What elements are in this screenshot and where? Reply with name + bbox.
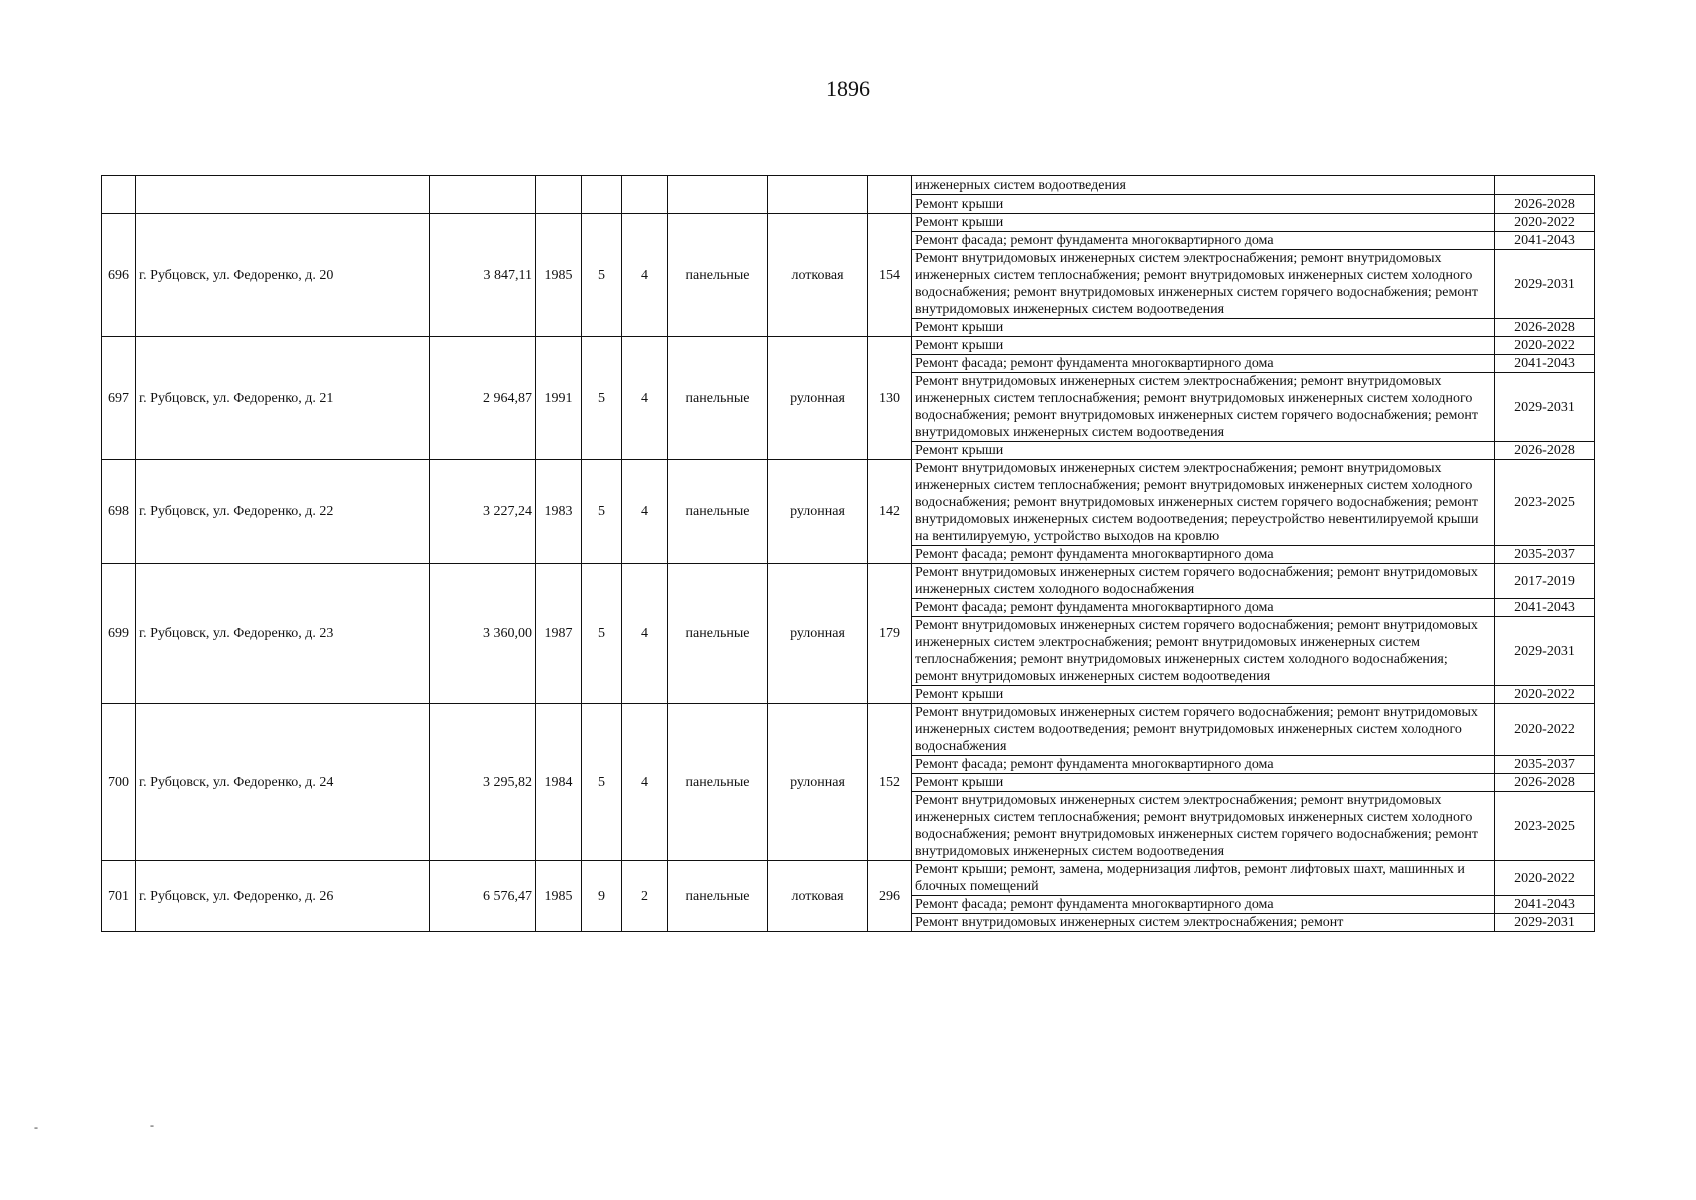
house-address: г. Рубцовск, ул. Федоренко, д. 20 <box>136 214 430 337</box>
commission-year: 1985 <box>536 214 582 337</box>
house-area: 3 227,24 <box>430 460 536 564</box>
work-period: 2029-2031 <box>1495 373 1595 442</box>
work-period: 2035-2037 <box>1495 756 1595 774</box>
work-description: Ремонт крыши <box>912 319 1495 337</box>
work-period <box>1495 176 1595 195</box>
entrance-count: 4 <box>622 337 668 460</box>
house-area: 3 295,82 <box>430 704 536 861</box>
resident-count: 152 <box>868 704 912 861</box>
work-description: Ремонт крыши <box>912 774 1495 792</box>
work-period: 2023-2025 <box>1495 460 1595 546</box>
work-description: Ремонт крыши <box>912 337 1495 355</box>
work-description: Ремонт внутридомовых инженерных систем электроснабжения; ремонт внутридомовых инженерных систем теплоснабжения; ремонт внутридомовых инженерных систем холодного водоснабжения; ремонт внутридомовых инженерных систем горячего водоснабжения; ремонт внутридомовых инженерных систем водоотведения <box>912 373 1495 442</box>
work-period: 2020-2022 <box>1495 214 1595 232</box>
work-description: Ремонт крыши <box>912 195 1495 214</box>
work-period: 2029-2031 <box>1495 617 1595 686</box>
roof-type: лотковая <box>768 861 868 932</box>
house-address: г. Рубцовск, ул. Федоренко, д. 23 <box>136 564 430 704</box>
work-period: 2026-2028 <box>1495 319 1595 337</box>
roof-type: рулонная <box>768 460 868 564</box>
work-period: 2026-2028 <box>1495 442 1595 460</box>
work-description: Ремонт фасада; ремонт фундамента многоквартирного дома <box>912 546 1495 564</box>
work-period: 2017-2019 <box>1495 564 1595 599</box>
empty-cell <box>582 176 622 214</box>
table-body <box>102 176 1595 932</box>
scan-mark: - <box>150 1118 154 1132</box>
floor-count: 9 <box>582 861 622 932</box>
house-area: 2 964,87 <box>430 337 536 460</box>
entrance-count: 4 <box>622 704 668 861</box>
roof-type: рулонная <box>768 564 868 704</box>
floor-count: 5 <box>582 704 622 861</box>
work-period: 2026-2028 <box>1495 774 1595 792</box>
entrance-count: 2 <box>622 861 668 932</box>
work-description: Ремонт крыши <box>912 686 1495 704</box>
floor-count: 5 <box>582 460 622 564</box>
empty-cell <box>430 176 536 214</box>
work-description: Ремонт внутридомовых инженерных систем электроснабжения; ремонт внутридомовых инженерных систем теплоснабжения; ремонт внутридомовых инженерных систем холодного водоснабжения; ремонт внутридомовых инженерных систем горячего водоснабжения; ремонт внутридомовых инженерных систем водоотведения <box>912 250 1495 319</box>
resident-count: 179 <box>868 564 912 704</box>
house-number: 700 <box>102 704 136 861</box>
work-period: 2041-2043 <box>1495 355 1595 373</box>
page-number: 1896 <box>826 76 870 101</box>
table-row <box>102 176 1595 195</box>
work-description: Ремонт внутридомовых инженерных систем электроснабжения; ремонт внутридомовых инженерных систем теплоснабжения; ремонт внутридомовых инженерных систем холодного водоснабжения; ремонт внутридомовых инженерных систем горячего водоснабжения; ремонт внутридомовых инженерных систем водоотведения <box>912 792 1495 861</box>
table-row <box>102 460 1595 546</box>
empty-cell <box>622 176 668 214</box>
work-period: 2020-2022 <box>1495 686 1595 704</box>
work-description: Ремонт крыши <box>912 214 1495 232</box>
work-period: 2041-2043 <box>1495 599 1595 617</box>
work-period: 2020-2022 <box>1495 704 1595 756</box>
empty-cell <box>668 176 768 214</box>
entrance-count: 4 <box>622 460 668 564</box>
roof-type: лотковая <box>768 214 868 337</box>
work-description: инженерных систем водоотведения <box>912 176 1495 195</box>
work-description: Ремонт крыши; ремонт, замена, модернизация лифтов, ремонт лифтовых шахт, машинных и блочных помещений <box>912 861 1495 896</box>
repair-schedule-table <box>101 175 1595 932</box>
table-row <box>102 337 1595 355</box>
work-description: Ремонт внутридомовых инженерных систем электроснабжения; ремонт внутридомовых инженерных систем теплоснабжения; ремонт внутридомовых инженерных систем холодного водоснабжения; ремонт внутридомовых инженерных систем горячего водоснабжения; ремонт внутридомовых инженерных систем водоотведения; переустройство невентилируемой крыши на вентилируемую, устройство выходов на кровлю <box>912 460 1495 546</box>
work-period: 2023-2025 <box>1495 792 1595 861</box>
work-description: Ремонт фасада; ремонт фундамента многоквартирного дома <box>912 355 1495 373</box>
work-description: Ремонт внутридомовых инженерных систем электроснабжения; ремонт <box>912 914 1495 932</box>
work-period: 2020-2022 <box>1495 337 1595 355</box>
house-number: 697 <box>102 337 136 460</box>
work-description: Ремонт внутридомовых инженерных систем горячего водоснабжения; ремонт внутридомовых инженерных систем электроснабжения; ремонт внутридомовых инженерных систем теплоснабжения; ремонт внутридомовых инженерных систем холодного водоснабжения; ремонт внутридомовых инженерных систем водоотведения <box>912 617 1495 686</box>
wall-material: панельные <box>668 337 768 460</box>
work-description: Ремонт фасада; ремонт фундамента многоквартирного дома <box>912 599 1495 617</box>
commission-year: 1983 <box>536 460 582 564</box>
work-period: 2020-2022 <box>1495 861 1595 896</box>
house-number: 698 <box>102 460 136 564</box>
house-area: 3 847,11 <box>430 214 536 337</box>
house-number: 699 <box>102 564 136 704</box>
house-address: г. Рубцовск, ул. Федоренко, д. 22 <box>136 460 430 564</box>
house-area: 3 360,00 <box>430 564 536 704</box>
house-number: 701 <box>102 861 136 932</box>
work-description: Ремонт фасада; ремонт фундамента многоквартирного дома <box>912 232 1495 250</box>
resident-count: 142 <box>868 460 912 564</box>
house-area: 6 576,47 <box>430 861 536 932</box>
table-row <box>102 704 1595 756</box>
scan-mark: - <box>34 1120 38 1134</box>
empty-cell <box>536 176 582 214</box>
empty-cell <box>868 176 912 214</box>
work-description: Ремонт внутридомовых инженерных систем горячего водоснабжения; ремонт внутридомовых инженерных систем водоотведения; ремонт внутридомовых инженерных систем холодного водоснабжения <box>912 704 1495 756</box>
work-description: Ремонт фасада; ремонт фундамента многоквартирного дома <box>912 896 1495 914</box>
work-period: 2035-2037 <box>1495 546 1595 564</box>
table-row <box>102 861 1595 896</box>
work-period: 2029-2031 <box>1495 914 1595 932</box>
house-address: г. Рубцовск, ул. Федоренко, д. 21 <box>136 337 430 460</box>
commission-year: 1985 <box>536 861 582 932</box>
work-description: Ремонт фасада; ремонт фундамента многоквартирного дома <box>912 756 1495 774</box>
work-period: 2041-2043 <box>1495 232 1595 250</box>
commission-year: 1991 <box>536 337 582 460</box>
wall-material: панельные <box>668 460 768 564</box>
wall-material: панельные <box>668 861 768 932</box>
work-description: Ремонт внутридомовых инженерных систем горячего водоснабжения; ремонт внутридомовых инженерных систем холодного водоснабжения <box>912 564 1495 599</box>
entrance-count: 4 <box>622 564 668 704</box>
roof-type: рулонная <box>768 704 868 861</box>
empty-cell <box>136 176 430 214</box>
table-row <box>102 564 1595 599</box>
floor-count: 5 <box>582 564 622 704</box>
work-period: 2041-2043 <box>1495 896 1595 914</box>
house-address: г. Рубцовск, ул. Федоренко, д. 26 <box>136 861 430 932</box>
commission-year: 1987 <box>536 564 582 704</box>
work-period: 2029-2031 <box>1495 250 1595 319</box>
roof-type: рулонная <box>768 337 868 460</box>
floor-count: 5 <box>582 214 622 337</box>
floor-count: 5 <box>582 337 622 460</box>
house-address: г. Рубцовск, ул. Федоренко, д. 24 <box>136 704 430 861</box>
entrance-count: 4 <box>622 214 668 337</box>
commission-year: 1984 <box>536 704 582 861</box>
empty-cell <box>768 176 868 214</box>
empty-cell <box>102 176 136 214</box>
resident-count: 154 <box>868 214 912 337</box>
work-period: 2026-2028 <box>1495 195 1595 214</box>
table-row <box>102 214 1595 232</box>
resident-count: 130 <box>868 337 912 460</box>
wall-material: панельные <box>668 704 768 861</box>
wall-material: панельные <box>668 214 768 337</box>
work-description: Ремонт крыши <box>912 442 1495 460</box>
house-number: 696 <box>102 214 136 337</box>
wall-material: панельные <box>668 564 768 704</box>
resident-count: 296 <box>868 861 912 932</box>
